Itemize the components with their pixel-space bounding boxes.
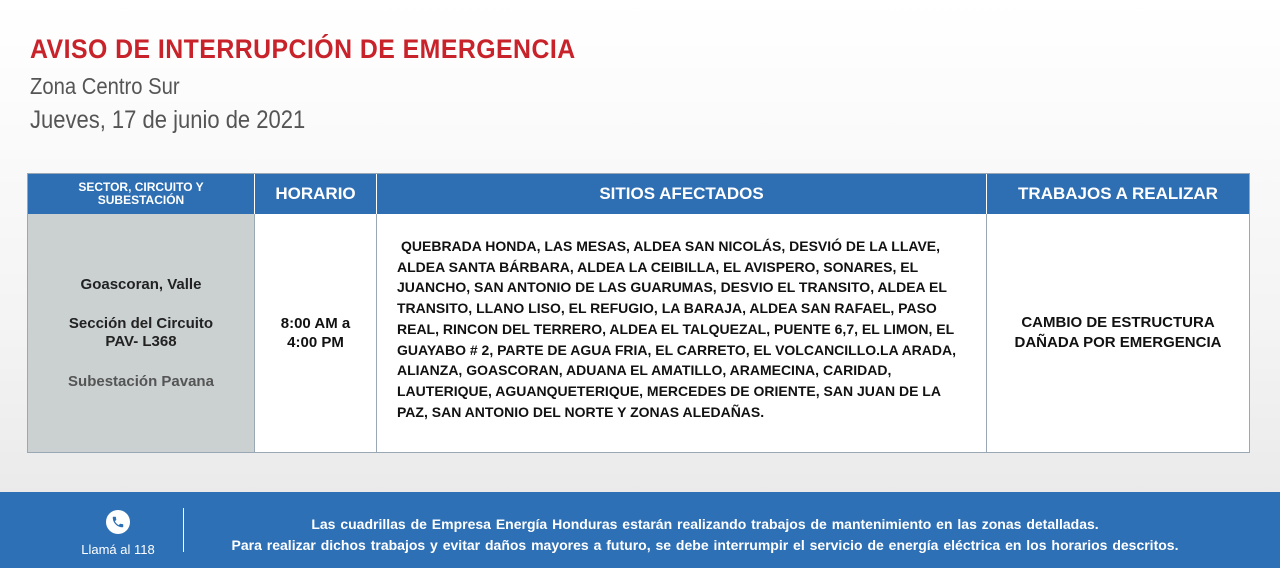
header-sector: SECTOR, CIRCUITO Y SUBESTACIÓN	[28, 174, 255, 214]
header-sitios: SITIOS AFECTADOS	[377, 174, 987, 214]
header-trabajos: TRABAJOS A REALIZAR	[1018, 184, 1218, 203]
table-header-row	[28, 174, 1249, 214]
circuit-section-text	[69, 315, 213, 351]
date-label: Jueves, 17 de junio de 2021	[30, 106, 306, 134]
header-horario: HORARIO	[255, 174, 377, 214]
sector-cell	[28, 214, 255, 452]
phone-icon	[106, 510, 130, 534]
footer-message	[190, 514, 1220, 556]
page-title: AVISO DE INTERRUPCIÓN DE EMERGENCIA	[30, 34, 576, 64]
work-cell: CAMBIO DE ESTRUCTURA DAÑADA POR EMERGENCIA	[1014, 314, 1222, 351]
circuit-section-line2: PAV- L368	[105, 333, 177, 350]
circuit-section-line1: Sección del Circuito	[68, 315, 214, 332]
phone-glyph	[111, 515, 125, 529]
substation-text: Subestación Pavana	[68, 373, 214, 390]
table-row	[28, 214, 1249, 452]
footer-message-line2: Para realizar dichos trabajos y evitar daños mayores a futuro, se debe interrumpir el servicio de energía eléctrica en los horarios descritos.	[231, 537, 1179, 553]
notice-header	[30, 34, 623, 135]
location-text: Goascoran, Valle	[80, 276, 202, 293]
footer-banner	[0, 492, 1280, 568]
zone-label: Zona Centro Sur	[30, 73, 180, 99]
footer-divider	[183, 508, 184, 552]
footer-message-line1: Las cuadrillas de Empresa Energía Honduras estarán realizando trabajos de mantenimiento en las zonas detalladas.	[311, 516, 1099, 532]
schedule-cell: 8:00 AM a 4:00 PM	[255, 214, 377, 452]
sites-cell: QUEBRADA HONDA, LAS MESAS, ALDEA SAN NICOLÁS, DESVIÓ DE LA LLAVE, ALDEA SANTA BÁRBARA, ALDEA LA CEIBILLA, EL AVISPERO, SONARES, EL JUANCHO, SAN ANTONIO DE LAS GUARUMAS, DESVIO EL TRANSITO, ALDEA EL TRANSITO, LLANO LISO, EL REFUGIO, LA BARAJA, ALDEA SAN RAFAEL, PASO REAL, RINCON DEL TERRERO, ALDEA EL TALQUEZAL, PUENTE 6,7, EL LIMON, EL GUAYABO # 2, PARTE DE AGUA FRIA, EL CARRETO, EL VOLCANCILLO.LA ARADA, ALIANZA, GOASCORAN, ADUANA EL AMATILLO, ARAMECINA, CARIDAD, LAUTERIQUE, AGUANQUETERIQUE, MERCEDES DE ORIENTE, SAN JUAN DE LA PAZ, SAN ANTONIO DEL NORTE Y ZONAS ALEDAÑAS.	[377, 214, 987, 452]
call-info	[70, 510, 166, 557]
outage-table	[27, 173, 1250, 453]
call-label: Llamá al 118	[81, 542, 155, 557]
